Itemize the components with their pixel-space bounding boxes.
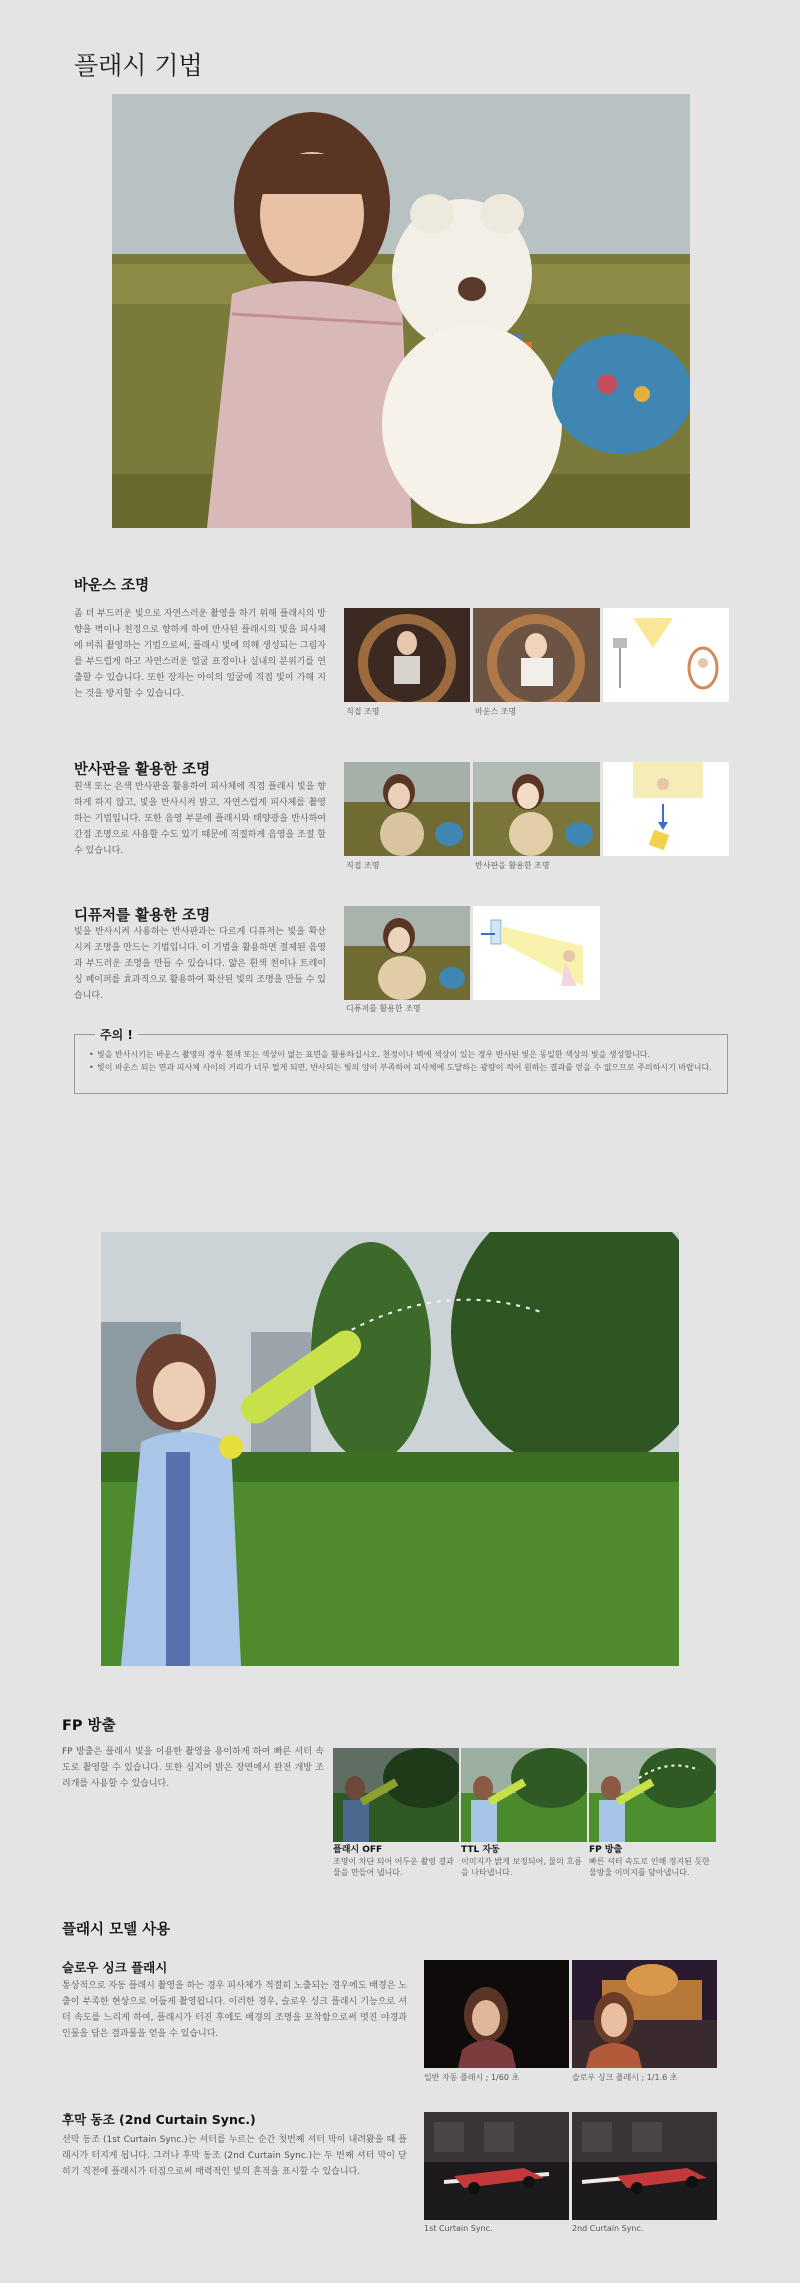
slow-sync-caption-auto: 일반 자동 플래시 ; 1/60 초: [424, 2073, 520, 2082]
fp-item-off-title: 플래시 OFF: [333, 1845, 383, 1855]
caution-item: • 빛을 반사시키는 바운스 촬영의 경우 흰색 또는 색상이 없는 표면을 활용하십시오. 천정이나 벽에 색상이 있는 경우 반사된 빛은 동일한 색상의 빛을 생성합니다.: [89, 1048, 717, 1061]
diffuser-diagram: [473, 906, 600, 1000]
reflector-body: 흰색 또는 은색 반사판을 활용하여 피사체에 직접 플래시 빛을 향하게 하지 않고, 빛을 반사시켜 밝고, 자연스럽게 피사체를 촬영하는 기법입니다. 또한 음영 부분에 플래시와 태양광을 반사하여 간접 조명으로 사용할 수도 있기 때문에 적절하게 음영을 조절 할 수 있습니다.: [74, 782, 326, 856]
bounce-direct-photo: [344, 608, 470, 702]
fp-heading: FP 방출: [62, 1718, 116, 1734]
rear-curtain-body: 선막 동조 (1st Curtain Sync.)는 셔터를 누르는 순간 첫번째 셔터 막이 내려왔을 때 플래시가 터지게 됩니다. 그러나 후막 동조 (2nd Curtain Sync.)는 두 번째 셔터 막이 닫히기 직전에 플래시가 터짐으로써 매력적인 빛의 흔적을 표시할 수 있습니다.: [62, 2135, 407, 2177]
bounce-caption-bounce: 바운스 조명: [475, 707, 517, 716]
page-title: 플래시 기법: [74, 51, 203, 80]
rear-curtain-heading: 후막 동조 (2nd Curtain Sync.): [62, 2112, 256, 2127]
fp-item-ttl-text: 이미지가 밝게 보정되어, 물의 흐름을 나타냅니다.: [461, 1857, 582, 1877]
fp-item-off: [333, 1845, 459, 1878]
second-curtain-photo: [572, 2112, 717, 2220]
first-curtain-photo: [424, 2112, 569, 2220]
slow-sync-body: 통상적으로 자동 플래시 촬영을 하는 경우 피사체가 적절히 노출되는 경우에도 배경은 노출이 부족한 현상으로 어둡게 촬영됩니다. 이러한 경우, 슬로우 싱크 플래시 기능으로 셔터 속도를 느리게 하여, 플래시가 터진 후에도 배경의 조명을 포착함으로써 멋진 야경과 인물을 담은 결과물을 얻을 수 있습니다.: [62, 1981, 407, 2039]
fp-item-ttl: [461, 1845, 587, 1878]
reflector-diagram: [603, 762, 729, 856]
caution-box: [74, 1028, 728, 1094]
bounce-bounced-photo: [473, 608, 600, 702]
slow-sync-caption-slow: 슬로우 싱크 플래시 ; 1/1.6 초: [572, 2073, 678, 2082]
caution-list: [89, 1048, 717, 1074]
slow-sync-photo: [572, 1960, 717, 2068]
fp-fp-photo: [589, 1748, 716, 1842]
diffuser-heading: 디퓨저를 활용한 조명: [74, 908, 211, 924]
fp-item-fp-text: 빠른 셔터 속도로 인해 정지된 듯한 물방울 이미지를 담아냅니다.: [589, 1857, 710, 1877]
caution-title: 주의 !: [95, 1026, 138, 1043]
reflector-reflected-photo: [473, 762, 600, 856]
slow-sync-auto-photo: [424, 1960, 569, 2068]
first-curtain-caption: 1st Curtain Sync.: [424, 2224, 493, 2233]
fp-item-ttl-title: TTL 자동: [461, 1845, 500, 1855]
hero-photo-girl-with-teddy: [112, 94, 690, 528]
diffuser-caption: 디퓨저를 활용한 조명: [346, 1004, 421, 1013]
fp-item-fp-title: FP 방출: [589, 1845, 623, 1855]
bounce-heading: 바운스 조명: [74, 578, 150, 594]
caution-item: • 빛이 바운스 되는 면과 피사체 사이의 거리가 너무 멀게 되면, 반사되는 빛의 양이 부족하여 피사체에 도달하는 광량이 적어 원하는 결과를 얻을 수 없으므로 주의하시기 바랍니다.: [89, 1061, 717, 1074]
slow-sync-heading: 슬로우 싱크 플래시: [62, 1960, 168, 1975]
bounce-diagram: [603, 608, 729, 702]
reflector-heading: 반사판을 활용한 조명: [74, 762, 211, 778]
bounce-caption-direct: 직접 조명: [346, 707, 380, 716]
fp-item-fp: [589, 1845, 716, 1878]
bounce-body: 좀 더 부드러운 빛으로 자연스러운 촬영을 하기 위해 플래시의 방향을 벽이나 천정으로 향하게 하여 반사된 플래시의 빛을 피사체에 비춰 촬영하는 기법으로써, 플래시 빛에 의해 생성되는 그림자를 부드럽게 하고 자연스러운 얼굴 표정이나 실내의 분위기를 연출할 수 있습니다. 또한 장자는 아이의 얼굴에 직접 빛이 가해 지는 것을 방지할 수 있습니다.: [74, 609, 326, 699]
fp-flash-off-photo: [333, 1748, 459, 1842]
reflector-direct-photo: [344, 762, 470, 856]
hero-photo-water-gun: [101, 1232, 679, 1666]
fp-item-off-text: 조명이 차단 되어 어두운 촬영 결과물을 만들어 냅니다.: [333, 1857, 454, 1877]
fp-body: FP 방출은 플래시 빛을 이용한 촬영을 용이하게 하여 빠른 셔터 속도로 촬영할 수 있습니다. 또한 심지어 밝은 장면에서 완전 개방 조리개를 사용할 수 있습니다.: [62, 1747, 324, 1789]
reflector-caption-direct: 직접 조명: [346, 861, 380, 870]
second-curtain-caption: 2nd Curtain Sync.: [572, 2224, 644, 2233]
diffuser-body: 빛을 반사시켜 사용하는 반사판과는 다르게 디퓨저는 빛을 확산시켜 조명을 만드는 기법입니다. 이 기법을 활용하면 절제된 음영과 부드러운 조명을 만들 수 있습니다. 얇은 흰색 천이나 트레이싱 페이퍼를 효과적으로 활용하여 확산된 빛의 조명을 만들 수 있습니다.: [74, 927, 326, 1001]
reflector-caption-reflector: 반사판을 활용한 조명: [475, 861, 550, 870]
modes-heading: 플래시 모델 사용: [62, 1922, 171, 1938]
fp-ttl-photo: [461, 1748, 587, 1842]
diffuser-photo: [344, 906, 470, 1000]
